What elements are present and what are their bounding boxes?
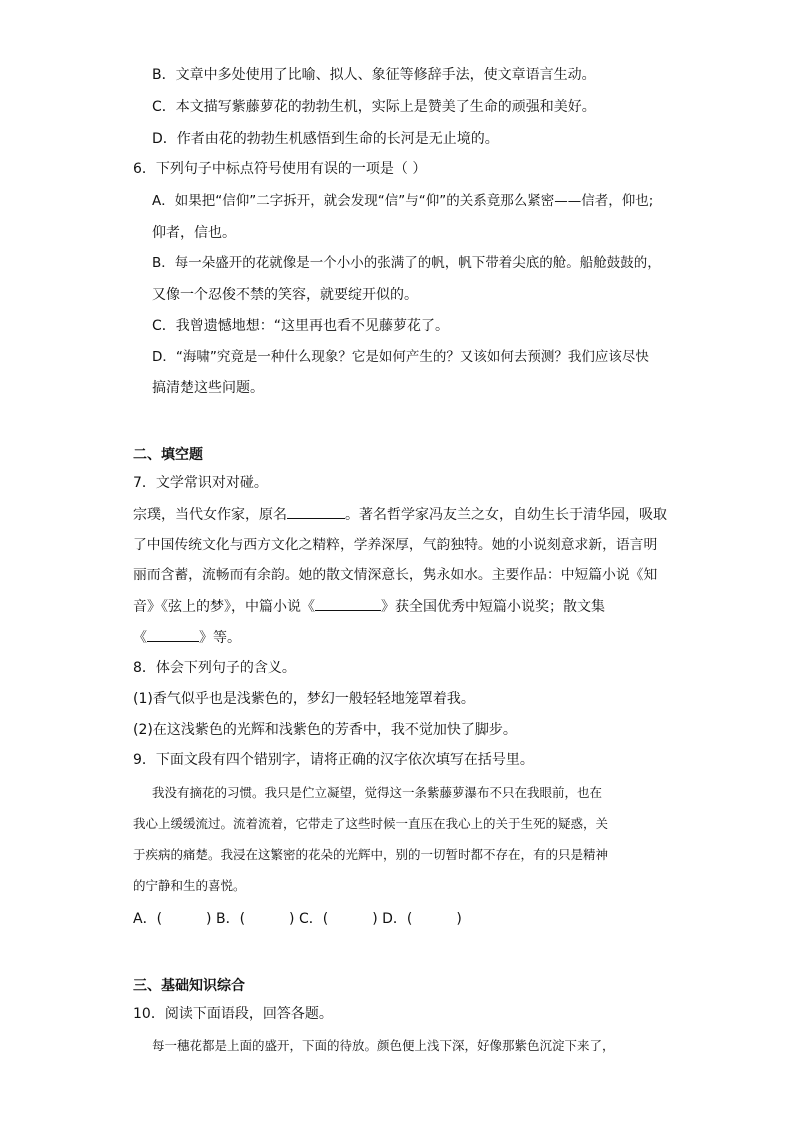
section-title-fill-blank: 二、填空题 [133,447,203,463]
q5-option-d: D．作者由花的勃勃生机感悟到生命的长河是无止境的。 [152,131,499,147]
q9-stem: 9．下面文段有四个错别字，请将正确的汉字依次填写在括号里。 [133,752,534,768]
q9-answer-b-label: ) B．( [206,911,246,927]
q7-line4 [133,596,605,617]
q7-text: 音》《弦上的梦》，中篇小说《 [133,599,315,615]
q6-stem: 6．下列句子中标点符号使用有误的一项是（ ） [133,161,427,177]
q9-answer-a-label: A．( [133,911,163,927]
q10-passage-line1: 每一穗花都是上面的盛开，下面的待放。颜色便上浅下深，好像那紫色沉淀下来了， [152,1038,615,1053]
q5-option-c: C．本文描写紫藤萝花的勃勃生机，实际上是赞美了生命的顽强和美好。 [152,99,596,115]
q9-passage-line4: 的宁静和生的喜悦。 [133,878,246,893]
q6-option-b-line2: 又像一个忍俊不禁的笑容，就要绽开似的。 [152,287,418,303]
q6-option-d-line2: 搞清楚这些问题。 [152,380,264,396]
q7-text: 宗璞，当代女作家，原名 [133,507,287,523]
q10-stem: 10．阅读下面语段，回答各题。 [133,1006,333,1022]
answer-blank[interactable] [315,596,381,611]
q6-option-a-line2: 仰者，信也。 [152,225,236,241]
q8-sentence-1: (1)香气似乎也是浅紫色的，梦幻一般轻轻地笼罩着我。 [133,691,475,707]
q5-option-b: B．文章中多处使用了比喻、拟人、象征等修辞手法，使文章语言生动。 [152,67,596,83]
q7-line3: 丽而含蓄，流畅而有余韵。她的散文情深意长，隽永如水。主要作品：中短篇小说《知 [133,567,658,583]
q9-answer-row [133,909,462,929]
q6-option-b-line1: B．每一朵盛开的花就像是一个小小的张满了的帆，帆下带着尖底的舱。船舱鼓鼓的， [152,255,661,271]
q7-stem: 7．文学常识对对碰。 [133,475,268,491]
q6-option-d-line1: D．“海啸”究竟是一种什么现象？它是如何产生的？又该如何去预测？我们应该尽快 [152,349,649,365]
answer-blank[interactable] [287,504,345,519]
q9-passage-line2: 我心上缓缓流过。流着流着，它带走了这些时候一直压在我心上的关于生死的疑惑，关 [133,816,609,831]
q6-option-c: C．我曾遗憾地想：“这里再也看不见藤萝花了。 [152,318,450,334]
q7-text: 》获全国优秀中短篇小说奖；散文集 [381,599,605,615]
answer-blank[interactable] [147,627,199,642]
q7-text: 。著名哲学家冯友兰之女，自幼生长于清华园，吸取 [345,507,667,523]
q7-line1 [133,504,667,525]
q9-answer-end: ) [456,911,462,927]
q7-line2: 了中国传统文化与西方文化之精粹，学养深厚，气韵独特。她的小说刻意求新，语言明 [133,537,658,553]
q8-sentence-2: (2)在这浅紫色的光辉和浅紫色的芳香中，我不觉加快了脚步。 [133,722,517,738]
q7-text: 《 [133,630,147,646]
q9-passage-line3: 于疾病的痛楚。我浸在这繁密的花朵的光辉中，别的一切暂时都不存在，有的只是精神 [133,847,609,862]
q9-answer-c-label: ) C．( [289,911,329,927]
q9-passage-line1: 我没有摘花的习惯。我只是伫立凝望，觉得这一条紫藤萝瀑布不只在我眼前，也在 [152,785,603,800]
q6-option-a-line1: A．如果把“信仰”二字拆开，就会发现“信”与“仰”的关系竟那么紧密——信者，仰也; [152,193,654,209]
q7-line5 [133,627,241,648]
q8-stem: 8．体会下列句子的含义。 [133,660,296,676]
section-title-basic-knowledge: 三、基础知识综合 [133,978,245,994]
q7-text: 》等。 [199,630,241,646]
q9-answer-d-label: ) D．( [372,911,413,927]
